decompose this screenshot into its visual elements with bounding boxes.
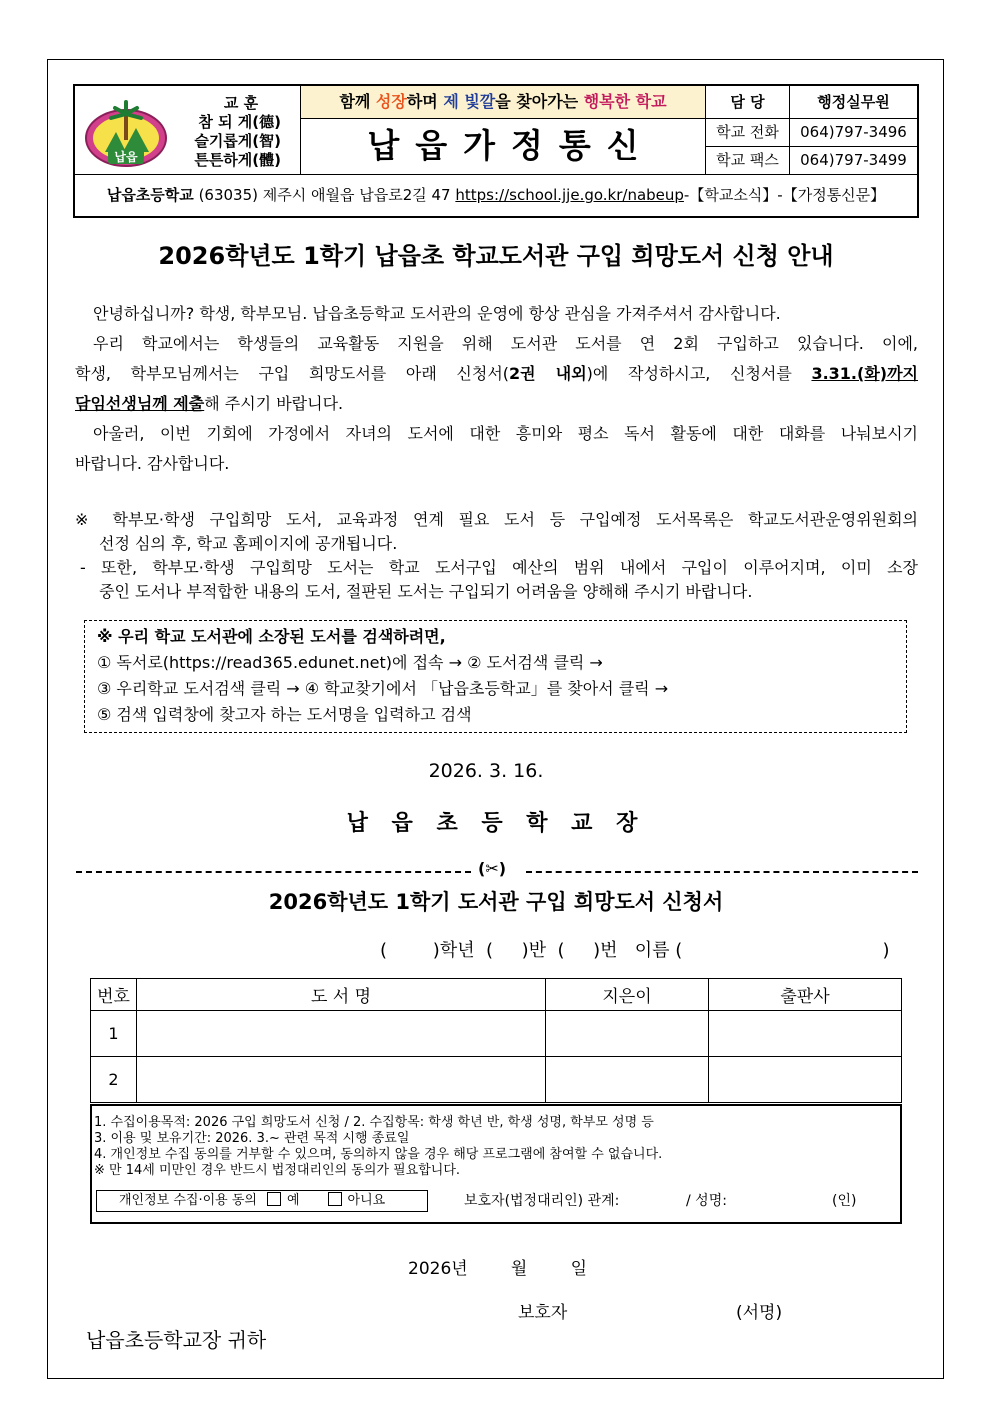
submit-to-teacher: 담임선생님께 제출: [75, 394, 205, 413]
publisher-cell[interactable]: [709, 1011, 902, 1057]
deadline: 3.31.(화)까지: [811, 364, 919, 383]
search-guide-step-3: ⑤ 검색 입력창에 찾고자 하는 도서명을 입력하고 검색: [97, 705, 472, 724]
slogan-growth: 성장: [375, 92, 407, 111]
contact-label: 담 당: [730, 93, 765, 111]
consent-no-label: 아니요: [347, 1193, 386, 1208]
slogan-happy: 행복한 학교: [583, 92, 667, 111]
body-text: [75, 299, 918, 479]
col-number: 번호: [91, 979, 137, 1011]
addressee: 납읍초등학교장 귀하: [86, 1328, 267, 1352]
privacy-consent-section: [90, 1104, 902, 1224]
principal-name: 납 읍 초 등 학 교 장: [346, 811, 646, 836]
col-publisher: 출판사: [709, 979, 902, 1011]
search-guide-step-1: ① 독서로(https://read365.edunet.net)에 접속 → ② 도서검색 클릭 →: [97, 653, 603, 672]
slogan-color-word: 제 빛깔: [443, 92, 496, 111]
consent-box: [96, 1190, 428, 1212]
row-number: 1: [91, 1011, 137, 1057]
guardian-label: 보호자: [518, 1303, 568, 1323]
consent-yes-label: 예: [286, 1193, 300, 1208]
motto-line-3: 튼튼하게(體): [194, 151, 281, 169]
note-1-line-2: 선정 심의 후, 학교 홈페이지에 공개됩니다.: [99, 534, 398, 553]
phone-value: 064)797-3496: [800, 123, 907, 141]
address-row: [75, 175, 917, 216]
guardian-relation-label: 보호자(법정대리인) 관계:: [464, 1193, 620, 1209]
paragraph-3-line-1: 아울러, 이번 기회에 가정에서 자녀의 도서에 대한 흥미와 평소 독서 활동에 대한 대화를 나눠보시기: [93, 424, 918, 443]
consent-yes-checkbox[interactable]: [267, 1192, 281, 1206]
col-title: 도 서 명: [137, 979, 546, 1011]
library-search-guide: [84, 620, 907, 733]
table-row: [91, 1011, 902, 1057]
school-slogan: [301, 86, 705, 118]
consent-label: 개인정보 수집·이용 동의: [119, 1193, 257, 1208]
privacy-line-3: 4. 개인정보 수집 동의를 거부할 수 있으며, 동의하지 않을 경우 해당 프로그램에 참여할 수 없습니다.: [94, 1147, 663, 1162]
school-address: (63035) 제주시 애월읍 납읍로2길 47: [198, 186, 451, 204]
signature-mark: (서명): [736, 1303, 783, 1323]
notes: [75, 508, 918, 604]
slogan-part: 을 찾아가는: [495, 92, 584, 111]
note-1-line-1: ※ 학부모·학생 구입희망 도서, 교육과정 연계 필요 도서 등 구입예정 도서목록은 학교도서관운영위원회의: [75, 510, 918, 529]
motto-line-1: 참 되 게(德): [198, 113, 281, 131]
scissors-icon: (✂): [478, 859, 507, 878]
publisher-cell[interactable]: [709, 1057, 902, 1103]
paragraph-1: 안녕하십니까? 학생, 학부모님. 납읍초등학교 도서관의 운영에 항상 관심을 가져주셔서 감사합니다.: [93, 304, 781, 323]
consent-no-checkbox[interactable]: [328, 1192, 342, 1206]
motto-label: 교 훈: [223, 94, 259, 112]
title-cell[interactable]: [137, 1057, 546, 1103]
issue-date: 2026. 3. 16.: [428, 760, 544, 782]
contact-value: 행정실무원: [817, 93, 890, 111]
motto-line-2: 슬기롭게(智): [194, 132, 281, 150]
privacy-line-4: ※ 만 14세 미만인 경우 반드시 법정대리인의 동의가 필요합니다.: [94, 1163, 461, 1178]
paragraph-3-line-2: 바랍니다. 감사합니다.: [75, 454, 230, 473]
paragraph-2-line-1: 우리 학교에서는 학생들의 교육활동 지원을 위해 도서관 도서를 연 2회 구입하고 있습니다. 이에,: [93, 334, 918, 353]
book-request-table: [90, 978, 902, 1103]
phone-label: 학교 전화: [716, 123, 779, 141]
document-title: 2026학년도 1학기 납읍초 학교도서관 구입 희망도서 신청 안내: [158, 242, 834, 270]
signature-date: 2026년 월 일: [408, 1259, 587, 1279]
school-homepage-link[interactable]: https://school.jje.go.kr/nabeup: [455, 186, 684, 204]
author-cell[interactable]: [546, 1011, 709, 1057]
fax-label: 학교 팩스: [716, 151, 779, 169]
school-motto: [175, 94, 281, 170]
slogan-part: 하며: [406, 92, 444, 111]
col-author: 지은이: [546, 979, 709, 1011]
privacy-line-2: 3. 이용 및 보유기간: 2026. 3.~ 관련 목적 시행 종료일: [94, 1131, 410, 1146]
text-span: 해 주시기 바랍니다.: [204, 394, 344, 413]
guardian-name-label: / 성명:: [686, 1193, 727, 1209]
table-header-row: [91, 979, 902, 1011]
fax-value: 064)797-3499: [800, 151, 907, 169]
newsletter-header: [73, 84, 919, 218]
cut-line-right: [526, 871, 918, 873]
school-logo: [83, 94, 169, 168]
logo-text: 납읍: [114, 150, 138, 164]
seal-mark: (인): [832, 1193, 857, 1209]
cut-line-left: [76, 871, 471, 873]
note-2-line-1: - 또한, 학부모·학생 구입희망 도서는 학교 도서구입 예산의 범위 내에서 구입이 이루어지며, 이미 소장: [80, 558, 918, 577]
book-limit: 2권 내외: [509, 364, 587, 383]
paragraph-2-line-3: [75, 389, 918, 419]
paragraph-2-line-2: [75, 359, 918, 389]
school-name: 납읍초등학교: [106, 186, 194, 204]
row-number: 2: [91, 1057, 137, 1103]
slogan-part: 함께: [339, 92, 376, 111]
author-cell[interactable]: [546, 1057, 709, 1103]
note-2-line-2: 중인 도서나 부적합한 내용의 도서, 절판된 도서는 구입되기 어려움을 양해해 주시기 바랍니다.: [99, 582, 753, 601]
form-title: 2026학년도 1학기 도서관 구입 희망도서 신청서: [268, 890, 724, 914]
text-span: 학생, 학부모님께서는 구입 희망도서를 아래 신청서(: [75, 364, 510, 383]
search-guide-step-2: ③ 우리학교 도서검색 클릭 → ④ 학교찾기에서 「납읍초등학교」를 찾아서 클릭 →: [97, 679, 669, 698]
student-info-line[interactable]: ( )학년 ( )반 ( )번 이름 ( ): [380, 940, 890, 961]
title-cell[interactable]: [137, 1011, 546, 1057]
newsletter-title: 납읍가정통신: [367, 126, 655, 165]
search-guide-heading: ※ 우리 학교 도서관에 소장된 도서를 검색하려면,: [97, 627, 446, 646]
text-span: )에 작성하시고, 신청서를: [586, 364, 812, 383]
privacy-line-1: 1. 수집이용목적: 2026 구입 희망도서 신청 / 2. 수집항목: 학생 학년 반, 학생 성명, 학부모 성명 등: [94, 1115, 654, 1130]
url-suffix: -【학교소식】-【가정통신문】: [683, 186, 886, 204]
table-row: [91, 1057, 902, 1103]
